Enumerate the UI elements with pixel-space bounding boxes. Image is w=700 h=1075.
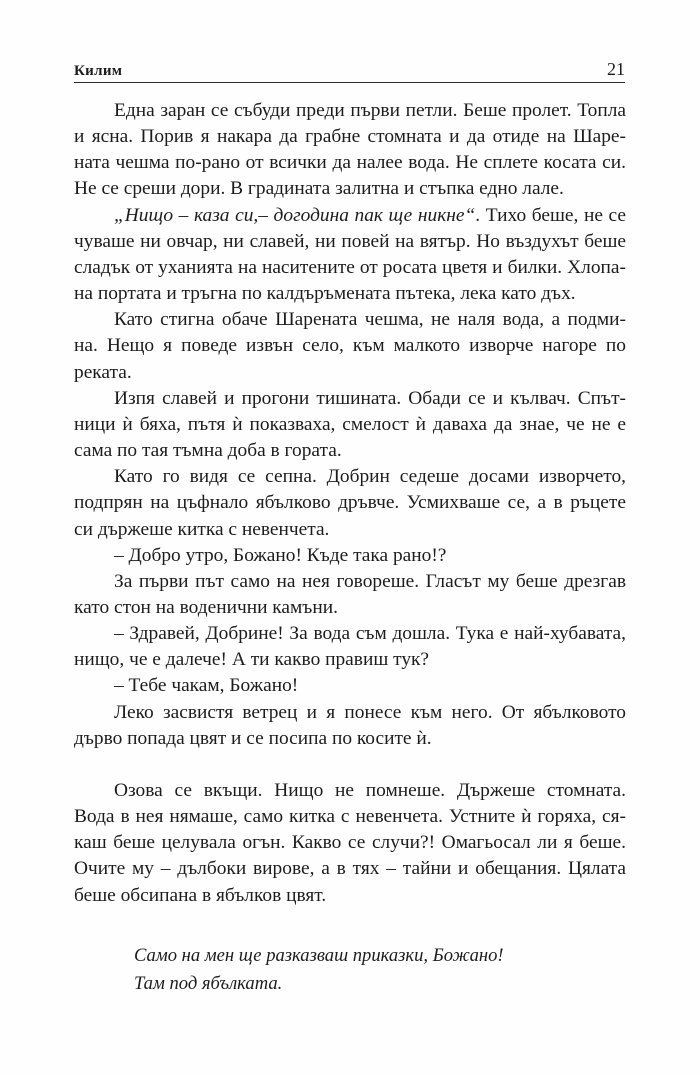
chapter-title: Килим <box>74 63 123 79</box>
text-line: Вода в нея нямаше, само китка с невенчета. Устните ѝ горяха, ся- <box>74 806 626 828</box>
paragraph <box>74 203 626 308</box>
page-number: 21 <box>607 59 625 79</box>
text-line: подпрян на цъфнало ябълково дръвче. Усмихваше се, а в ръцете <box>74 492 626 514</box>
text-line: За първи път само на нея говореше. Гласът му беше дрезгав <box>114 570 626 592</box>
paragraph <box>74 98 626 203</box>
section-break <box>74 909 626 942</box>
text-line: реката. <box>74 361 132 383</box>
text-line: – Тебе чакам, Божано! <box>114 675 299 697</box>
text-line: нищо, че е далече! А ти какво правиш тук? <box>74 649 430 671</box>
text-line: ници ѝ бяха, пътя ѝ показваха, смелост ѝ даваха да знае, че не е <box>74 413 626 435</box>
text-line: беше обсипана в ябълков цвят. <box>74 884 327 906</box>
text-line: – Добро утро, Божано! Къде така рано!? <box>114 544 447 566</box>
text-line: и ясна. Порив я накара да грабне стомната и да отиде на Шаре- <box>74 126 626 148</box>
paragraph <box>74 778 626 909</box>
line-remainder: . Тихо беше, не се <box>475 204 626 226</box>
text-line: Озова се вкъщи. Нищо не помнеше. Държеше стомната. <box>114 779 626 801</box>
text-line: Очите му – дълбоки вирове, а в тях – тайни и обещания. Цялата <box>74 858 626 880</box>
text-line: сама по тая тъмна доба в гората. <box>74 440 342 462</box>
verse-block <box>74 942 626 998</box>
header-rule <box>74 82 625 83</box>
text-line: – Здравей, Добрине! За вода съм дошла. Тука е най-хубавата, <box>114 623 626 645</box>
section-break <box>74 752 626 778</box>
text-line: си държеше китка с невенчета. <box>74 518 330 540</box>
text-line: Изпя славей и прогони тишината. Обади се и кълвач. Спът- <box>114 387 626 409</box>
quoted-thought: „Нищо – каза си,– догодина пак ще никне“ <box>114 204 476 226</box>
story-text <box>74 98 626 998</box>
text-line <box>74 203 626 229</box>
paragraph <box>74 464 626 542</box>
paragraph <box>74 569 626 621</box>
paragraph <box>74 543 626 569</box>
verse-line: Там под ябълката. <box>134 972 283 994</box>
text-line: Като го видя се сепна. Добрин седеше досами изворчето, <box>114 466 626 488</box>
text-line: чуваше ни овчар, ни славей, ни повей на вятър. Но въздухът беше <box>74 230 626 252</box>
text-line: сладък от уханията на наситените от росата цветя и билки. Хлопа- <box>74 256 626 278</box>
paragraph <box>74 621 626 673</box>
text-line: Не се среши дори. В градината залитна и стъпка едно лале. <box>74 178 564 200</box>
paragraph <box>74 673 626 699</box>
text-line: ната чешма по-рано от всички да налее вода. Не сплете косата си. <box>74 152 626 174</box>
text-line: каш беше целувала огън. Какво се случи?! Омагьосал ли я беше. <box>74 832 626 854</box>
paragraph <box>74 386 626 464</box>
text-line: Една заран се събуди преди първи петли. Беше пролет. Топла <box>114 100 626 121</box>
text-line: дърво попада цвят и се посипа по косите ѝ. <box>74 727 432 749</box>
paragraph <box>74 307 626 385</box>
text-line: като стон на воденични камъни. <box>74 596 338 618</box>
text-line: на портата и тръгна по калдъръмената пътека, лека като дъх. <box>74 283 576 305</box>
paragraph <box>74 700 626 752</box>
text-line: на. Нещо я поведе извън село, към малкото изворче нагоре по <box>74 335 626 357</box>
text-line: Като стигна обаче Шарената чешма, не наля вода, а подми- <box>114 309 626 331</box>
verse-line: Само на мен ще разказваш приказки, Божано! <box>134 944 504 966</box>
text-line: Леко засвистя ветрец и я понесе към него. От ябълковото <box>114 701 626 723</box>
running-header <box>74 56 625 80</box>
